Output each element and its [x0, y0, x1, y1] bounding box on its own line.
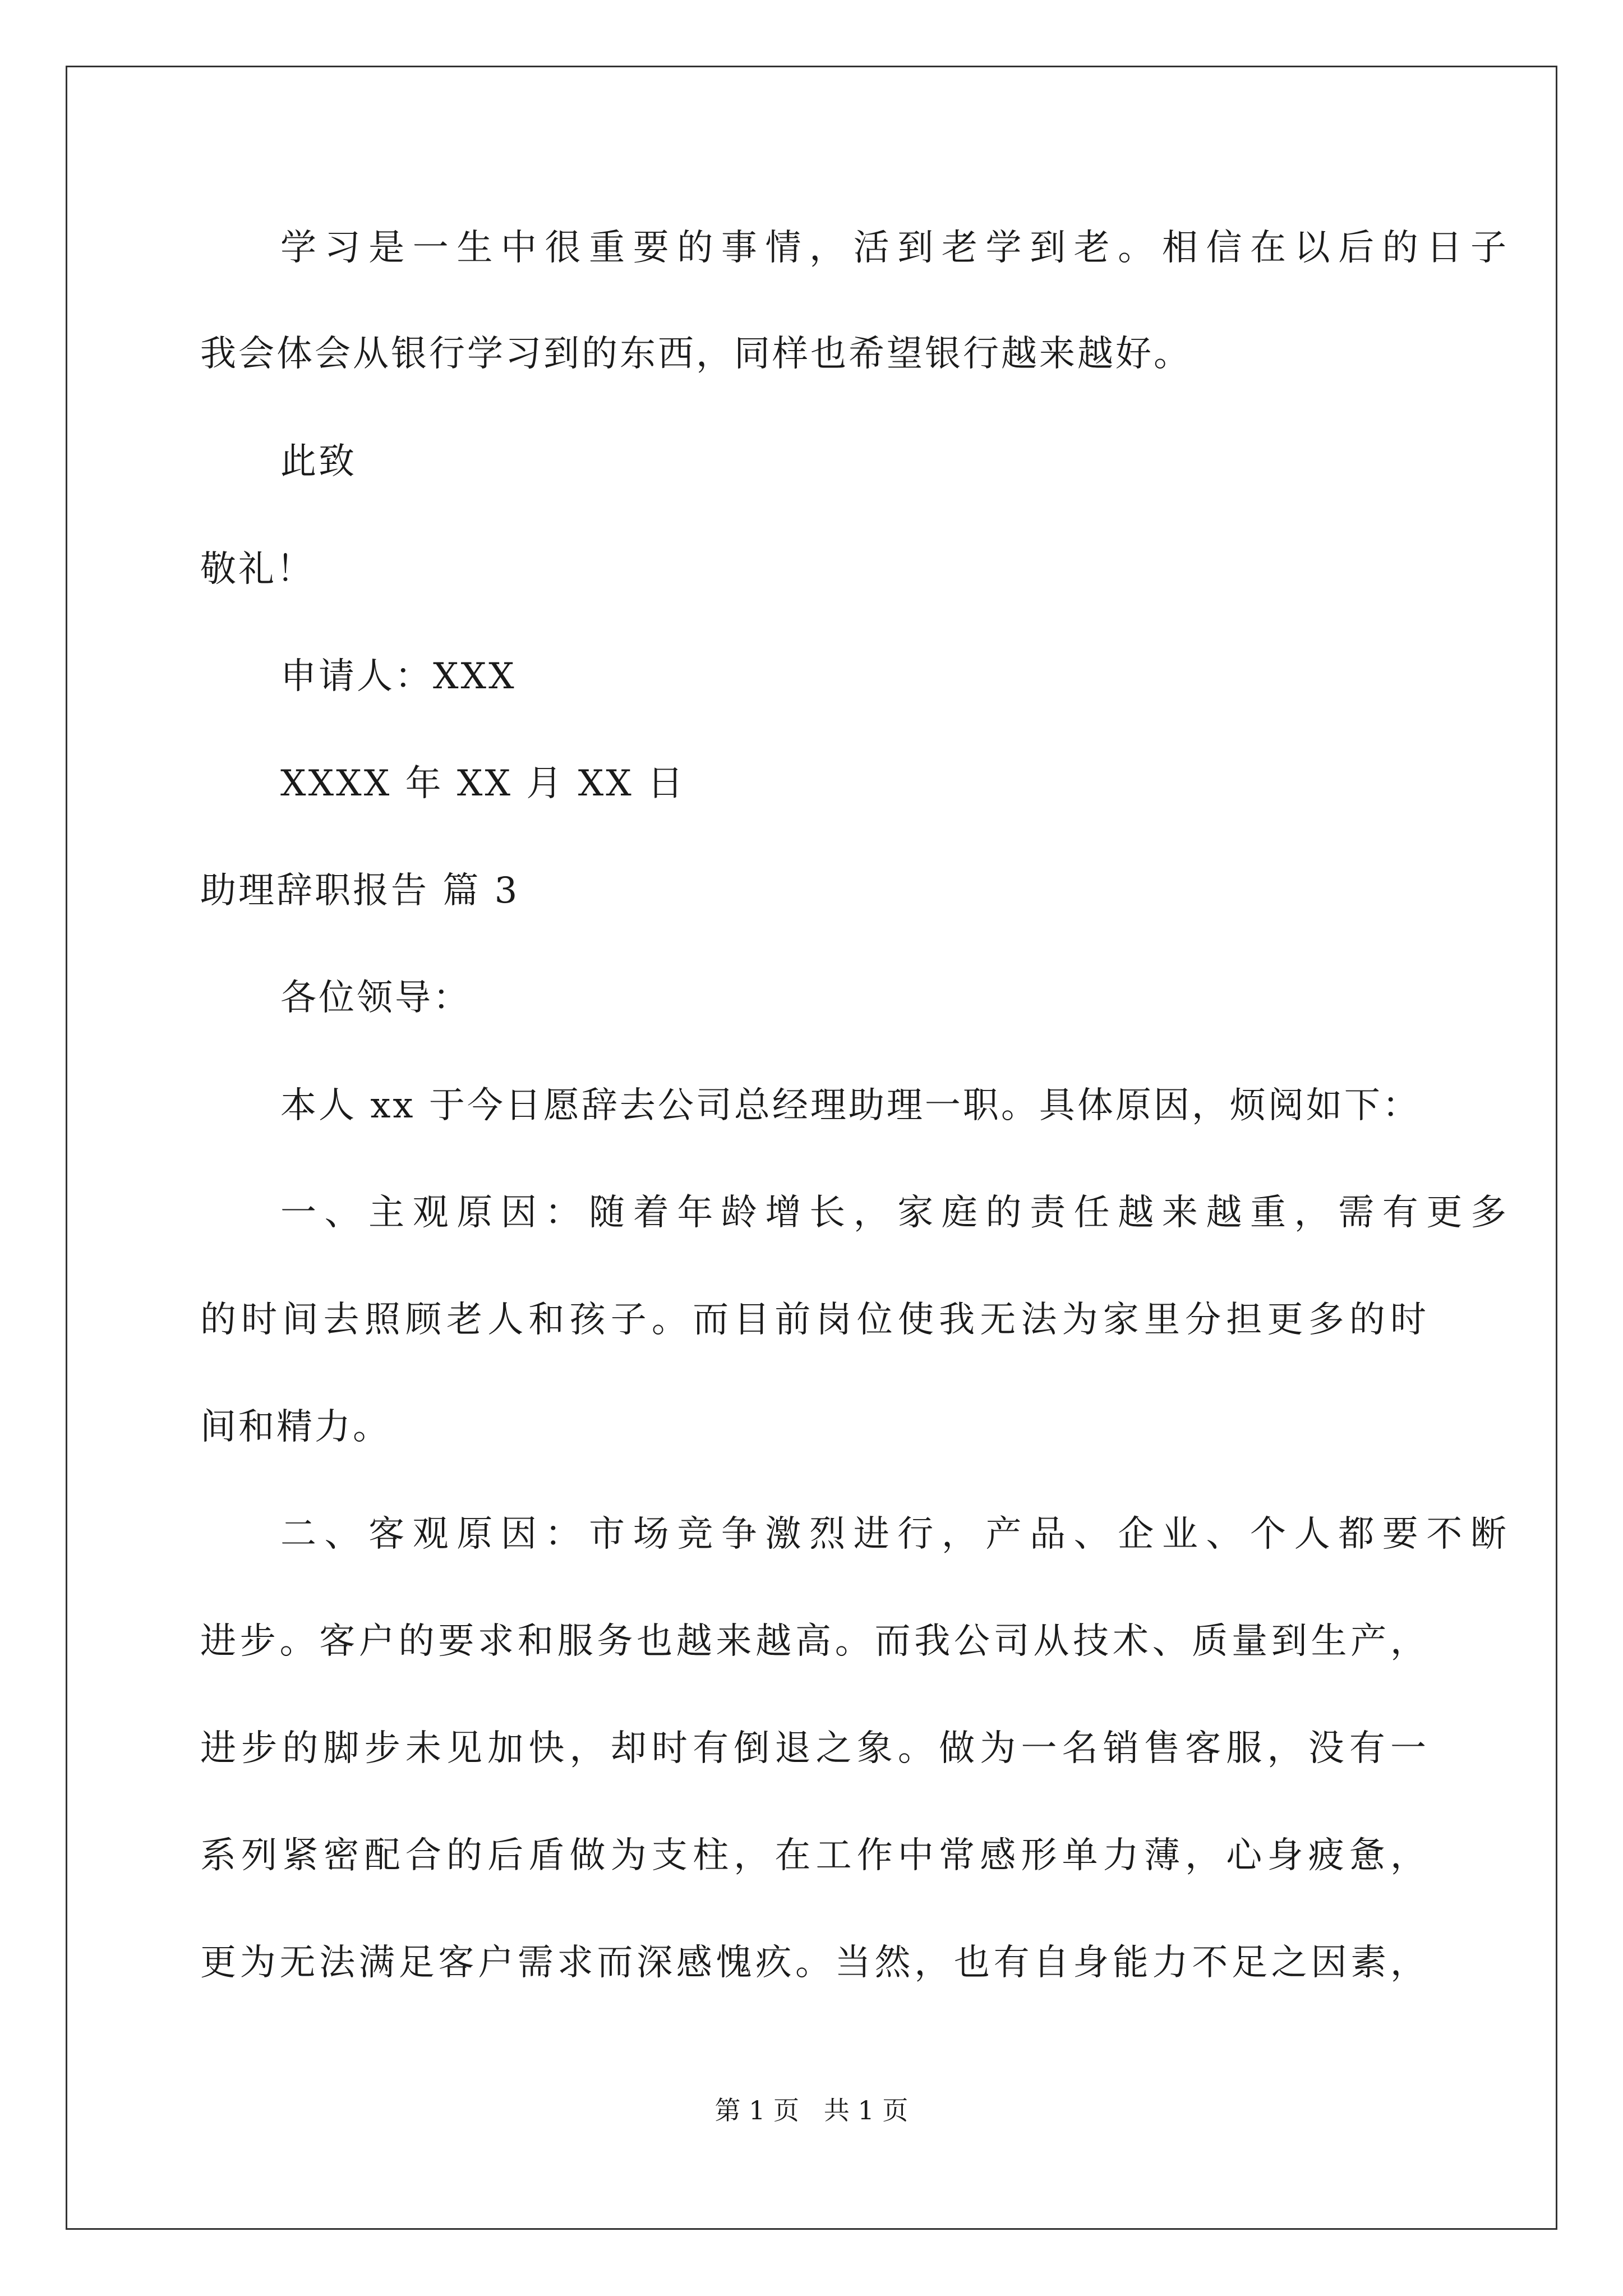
paragraph-line: 更为无法满足客户需求而深感愧疚。当然，也有自身能力不足之因素， — [200, 1942, 1428, 1984]
paragraph-line: 一、主观原因：随着年龄增长，家庭的责任越来越重，需有更多 — [280, 1192, 1509, 1234]
paragraph-line: 二、客观原因：市场竞争激烈进行，产品、企业、个人都要不断 — [280, 1513, 1509, 1555]
signature-date: XXXX 年 XX 月 XX 日 — [280, 763, 686, 804]
paragraph-line: 系列紧密配合的后盾做为支柱，在工作中常感形单力薄，心身疲惫， — [200, 1835, 1428, 1876]
paragraph-line: 学习是一生中很重要的事情，活到老学到老。相信在以后的日子 — [280, 227, 1509, 269]
closing-salutation: 此致 — [280, 441, 357, 482]
paragraph-line: 进步的脚步未见加快，却时有倒退之象。做为一名销售客服，没有一 — [200, 1728, 1428, 1769]
applicant-signature: 申请人：XXX — [280, 656, 517, 697]
paragraph-line: 间和精力。 — [200, 1406, 391, 1448]
page-footer: 第 1 页 共 1 页 — [714, 2095, 909, 2125]
closing-respect: 敬礼！ — [200, 549, 315, 590]
paragraph-line: 的时间去照顾老人和孩子。而目前岗位使我无法为家里分担更多的时 — [200, 1299, 1428, 1341]
paragraph-line: 我会体会从银行学习到的东西，同样也希望银行越来越好。 — [200, 333, 1192, 375]
greeting: 各位领导： — [280, 977, 471, 1019]
section-heading: 助理辞职报告 篇 3 — [200, 870, 520, 912]
paragraph-line: 本人 xx 于今日愿辞去公司总经理助理一职。具体原因，烦阅如下： — [280, 1085, 1421, 1126]
paragraph-line: 进步。客户的要求和服务也越来越高。而我公司从技术、质量到生产， — [200, 1621, 1428, 1662]
